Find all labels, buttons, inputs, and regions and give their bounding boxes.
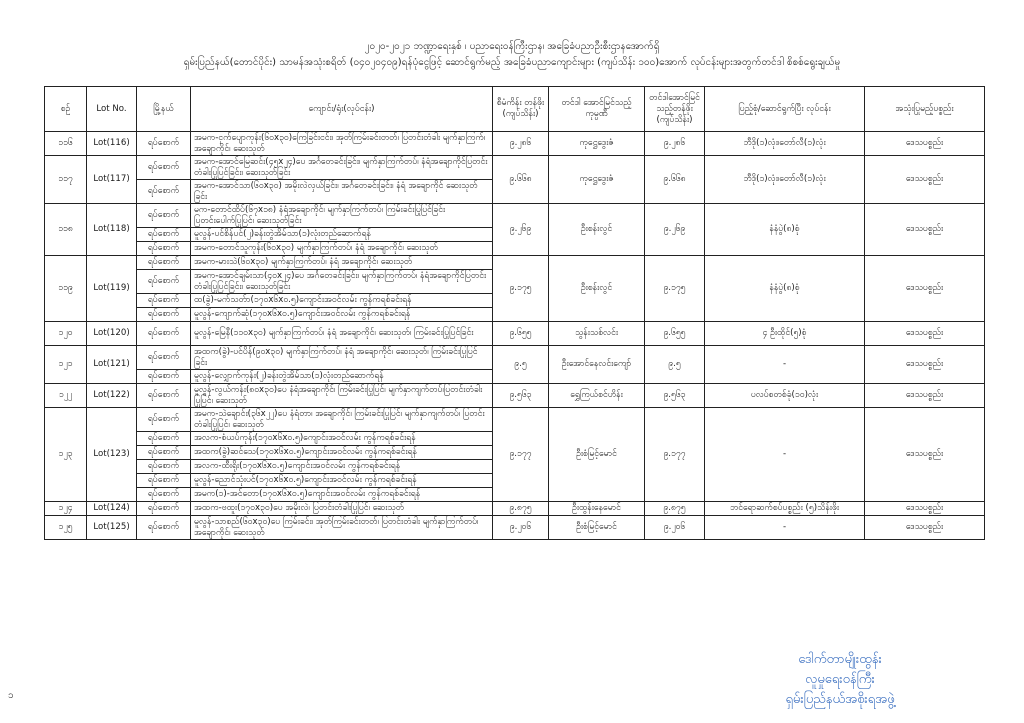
col-header-materials: အသုံးပြုမည့်ပစ္စည်း: [865, 87, 985, 132]
table-row: [45, 408, 985, 432]
signature-title: လူမှုရေးဝန်ကြီး: [805, 672, 875, 687]
completed-work: ဘင်ရောဆက်စပ်ပစ္စည်း (၅)သိန်းဖိုး: [705, 502, 865, 516]
estimate-value: ၉.၂၆၉: [493, 204, 549, 256]
completed-work: ဘီဒို(၁)လုံး၊တော်လီ(၁)လုံး: [705, 132, 865, 156]
township-cell: ရပ်စောက်: [137, 370, 191, 384]
row-number: ၁၁၈: [45, 204, 87, 256]
completed-work: ဘီဒို(၁)လုံး၊တော်လီ(၁)လုံး: [705, 156, 865, 204]
winning-company: သွန်းသစ်လင်း: [549, 322, 645, 346]
estimate-value: ၉.၆၅၅: [493, 322, 549, 346]
row-number: ၁၂၄: [45, 502, 87, 516]
work-description: အမက-တောင်သူကုန်း(၆၀x၃၀) မျက်နှာကြက်တပ်၊ နံရံ အချောကိုင်၊ ဆေးသုတ်: [191, 242, 493, 256]
estimate-value: ၉.၅: [493, 346, 549, 384]
township-cell: ရပ်စောက်: [137, 474, 191, 488]
estimate-value: ၉.၅၆၃: [493, 384, 549, 408]
materials-cell: ဒေသပစ္စည်း: [865, 204, 985, 256]
lot-number: Lot(124): [87, 502, 137, 516]
winning-company: ဦးစံမြင့်မောင်: [549, 516, 645, 540]
row-number: ၁၁၆: [45, 132, 87, 156]
winning-value: ၉.၂၀၆: [645, 516, 705, 540]
document-header: [0, 40, 1024, 70]
work-description: အထက(ခွဲ)-ပင်ပိန်(၉၀x၃၀) မျက်နှာကြက်တပ်၊ နံရံ အချောကိုင်၊ ဆေးသုတ်၊ ကြမ်းခင်းပြုပြင်ခြင်း: [191, 346, 493, 370]
winning-company: ဦးစံမြင့်မောင်: [549, 408, 645, 502]
table-row: [45, 346, 985, 370]
lot-number: Lot(116): [87, 132, 137, 156]
col-header-winner: တင်ဒါ အောင်မြင်သည့်ကုမ္ပဏီ: [549, 87, 645, 132]
completed-work: -: [705, 516, 865, 540]
township-cell: ရပ်စောက်: [137, 294, 191, 308]
materials-cell: ဒေသပစ္စည်း: [865, 408, 985, 502]
header-line-1: ၂၀၂၀-၂၀၂၁ ဘဏ္ဍာရေးနှစ် ၊ ပညာရေးဝန်ကြီးဌာန၊ အခြေခံပညာဦးစီးဌာနအောက်ရှိ: [364, 41, 660, 52]
row-number: ၁၂၃: [45, 408, 87, 502]
work-description: မူလွန်-လျှောက်ကုန်း(၂)ခန်းတွဲအိမ်သာ(၁)လုံးတည်ဆောက်ရန်: [191, 370, 493, 384]
township-cell: ရပ်စောက်: [137, 256, 191, 270]
winning-value: ၉.၆၅၅: [645, 322, 705, 346]
winning-company: ရွှေကြယ်စင်ဟိန်း: [549, 384, 645, 408]
materials-cell: ဒေသပစ္စည်း: [865, 132, 985, 156]
row-number: ၁၁၉: [45, 256, 87, 322]
township-cell: ရပ်စောက်: [137, 242, 191, 256]
completed-work: -: [705, 346, 865, 384]
township-cell: ရပ်စောက်: [137, 408, 191, 432]
winning-company: ဦးအောင်နေလင်းကျော်: [549, 346, 645, 384]
lot-number: Lot(122): [87, 384, 137, 408]
winning-company: ဦးစန်းလွင်: [549, 256, 645, 322]
col-header-township: မြို့နယ်: [137, 87, 191, 132]
estimate-value: ၉.၁၇၅: [493, 256, 549, 322]
winning-value: ၉.၅၆၃: [645, 384, 705, 408]
estimate-value: ၉.၈၇၅: [493, 502, 549, 516]
work-description: မူလွန်-ကျောက်ဆုံ(၁၇၀x၆x၀.၅)ကျောင်းအဝင်လမ်း ကွန်ကရစ်ခင်းရန်: [191, 308, 493, 322]
township-cell: ရပ်စောက်: [137, 446, 191, 460]
township-cell: ရပ်စောက်: [137, 516, 191, 540]
township-cell: ရပ်စောက်: [137, 346, 191, 370]
winning-value: ၉.၆၆၈: [645, 156, 705, 204]
page-number: ၁: [8, 690, 14, 701]
completed-work: နံနံပွဲ(၈)စုံ: [705, 204, 865, 256]
lot-number: Lot(125): [87, 516, 137, 540]
col-header-completed-work: ပြည့်စုံ/ဆောင်ရွက်ပြီး လုပ်ငန်း: [705, 87, 865, 132]
township-cell: ရပ်စောက်: [137, 156, 191, 180]
header-line-2: ရှမ်းပြည်နယ်(တောင်ပိုင်း) သာမန်အသုံးစရိတ် (၀၄၀၂၀၄၀၉)ရန်ပုံငွေဖြင့် ဆောင်ရွက်မည့် အခြေခံပညာကျောင်းများ (ကျပ်သိန်း ၁၀၀)အောက် လုပ်ငန်းများအတွက်တင်ဒါ စိစစ်ရွေးချယ်မှု: [183, 57, 841, 68]
township-cell: ရပ်စောက်: [137, 132, 191, 156]
lot-number: Lot(119): [87, 256, 137, 322]
township-cell: ရပ်စောက်: [137, 180, 191, 204]
township-cell: ရပ်စောက်: [137, 502, 191, 516]
materials-cell: ဒေသပစ္စည်း: [865, 502, 985, 516]
materials-cell: ဒေသပစ္စည်း: [865, 516, 985, 540]
completed-work: နံနံပွဲ(၈)စုံ: [705, 256, 865, 322]
completed-work: ၄ ဦးထိုင်(၅)စုံ: [705, 322, 865, 346]
col-header-estimate: စီမံကိန်း တန်ဖိုး (ကျပ်သိန်း): [493, 87, 549, 132]
lot-number: Lot(118): [87, 204, 137, 256]
row-number: ၁၂၅: [45, 516, 87, 540]
township-cell: ရပ်စောက်: [137, 488, 191, 502]
signature-name: ဒေါက်တာမျိုးထွန်း: [798, 652, 882, 667]
work-description: အထက-ဗထူး(၁၇၀x၃၀)ပေ အမိုးလဲ၊ ပြတင်းတံခါးပြုပြင်၊ ဆေးသုတ်: [191, 502, 493, 516]
work-description: အမက-သဲချောင်း(၃၆x၂၂)ပေ နံရံတာ၊ အချောကိုင်၊ ကြမ်းခင်းပြုပြင်၊ မျက်နှာကျက်တပ်၊ ပြတင်းတံခါးပြုပြင်၊ ဆေးသုတ်: [191, 408, 493, 432]
township-cell: ရပ်စောက်: [137, 384, 191, 408]
materials-cell: ဒေသပစ္စည်း: [865, 156, 985, 204]
winning-value: ၉.၈၇၅: [645, 502, 705, 516]
lot-number: Lot(117): [87, 156, 137, 204]
materials-cell: ဒေသပစ္စည်း: [865, 322, 985, 346]
winning-company: ကုဋ္ဌေဒွေးဇံ: [549, 156, 645, 204]
work-description: မူလွန်-မြေနီ(၁၁၀x၃၀) မျက်နှာကြက်တပ်၊ နံရံ အချောကိုင်၊ ဆေးသုတ်၊ ကြမ်းခင်းပြုပြင်ခြင်း: [191, 322, 493, 346]
materials-cell: ဒေသပစ္စည်း: [865, 346, 985, 384]
estimate-value: ၉.၆၆၈: [493, 156, 549, 204]
table-row: [45, 156, 985, 180]
row-number: ၁၂၀: [45, 322, 87, 346]
row-number: ၁၂၁: [45, 346, 87, 384]
work-description: အထက(ခွဲ)ဆင်သေ(၁၇၀x၆x၀.၅)ကျောင်းအဝင်လမ်း ကွန်ကရစ်ခင်းရန်: [191, 446, 493, 460]
work-description: အလက-စံယပ်ကုန်း(၁၇၀x၆x၀.၅)ကျောင်းအဝင်လမ်း ကွန်ကရစ်ခင်းရန်: [191, 432, 493, 446]
work-description: အမက-အောင်ချမ်းသာ(၄၀x၂၄)ပေ အင်္ဂတေခင်းခြင်း၊ မျက်နှာကြက်တပ်၊ နံရံအချောကိုင်ပြတင်းတံခါးပြုပြင်ခြင်း၊ ဆေးသုတ်ခြင်း: [191, 270, 493, 294]
township-cell: ရပ်စောက်: [137, 308, 191, 322]
township-cell: ရပ်စောက်: [137, 432, 191, 446]
col-header-lot: Lot No.: [87, 87, 137, 132]
township-cell: ရပ်စောက်: [137, 322, 191, 346]
signature-block: [730, 650, 950, 710]
table-row: [45, 132, 985, 156]
township-cell: ရပ်စောက်: [137, 228, 191, 242]
col-header-school: ကျောင်း/ရုံး(လုပ်ငန်း): [191, 87, 493, 132]
work-description: အမက-ငှက်ပျောကုန်း(၆၀x၃၀)ကြေခြင်းငင်း၊ အုတ်ကြမ်းခင်းတတ်၊ ပြတင်းတံခါး မျက်နှာကြက်၊ အချောကိုင်၊ ဆေးသုတ်: [191, 132, 493, 156]
work-description: အမက-မားသဲ(၆၀x၃၀) မျက်နှာကြက်တပ်၊ နံရံ အချောကိုင်၊ ဆေးသုတ်: [191, 256, 493, 270]
work-description: ထ(ခွဲ)-မက်သတ်ာ(၁၇၀x၆x၀.၅)ကျောင်းအဝင်လမ်း ကွန်ကရစ်ခင်းရန်: [191, 294, 493, 308]
winning-value: ၉.၂၈၆: [645, 132, 705, 156]
work-description: အမက-အောင်သာ(၆၀x၃၀) အမိုးလဲလှယ်ခြင်း၊ အင်္ဂတေခင်းခြင်း၊ နံရံ အချောကိုင် ဆေးသုတ်ခြင်း: [191, 180, 493, 204]
township-cell: ရပ်စောက်: [137, 460, 191, 474]
table-row: [45, 502, 985, 516]
winning-value: ၉.၁၇၅: [645, 256, 705, 322]
lot-number: Lot(123): [87, 408, 137, 502]
col-header-no: စဉ်: [45, 87, 87, 132]
completed-work: -: [705, 408, 865, 502]
tender-table: [44, 86, 985, 540]
table-row: [45, 204, 985, 228]
table-row: [45, 384, 985, 408]
work-description: အလက-ထီးရိုး(၁၇၀x၆x၀.၅)ကျောင်းအဝင်လမ်း ကွန်ကရစ်ခင်းရန်: [191, 460, 493, 474]
work-description: မက-တောင်ထိပ်(၆၇x၁၈) နံရံအချောကိုင်၊ မျက်နှာကြက်တပ်၊ ကြမ်းခင်းပြုပြင်ခြင်း ပြတင်းပေါက်ပြုပြင်၊ ဆေးသုတ်ခြင်း: [191, 204, 493, 228]
township-cell: ရပ်စောက်: [137, 204, 191, 228]
row-number: ၁၂၂: [45, 384, 87, 408]
work-description: မူလွန်-ညောင်သုံးပင်(၁၇၀x၆x၀.၅)ကျောင်းအဝင်လမ်း ကွန်ကရစ်ခင်းရန်: [191, 474, 493, 488]
township-cell: ရပ်စောက်: [137, 270, 191, 294]
materials-cell: ဒေသပစ္စည်း: [865, 256, 985, 322]
table-header-row: [45, 87, 985, 132]
table-body: [45, 132, 985, 540]
work-description: အမက(၁)-အင်တော(၁၇၀x၆x၀.၅)ကျောင်းအဝင်လမ်း ကွန်ကရစ်ခင်းရန်: [191, 488, 493, 502]
estimate-value: ၉.၁၇၇: [493, 408, 549, 502]
lot-number: Lot(121): [87, 346, 137, 384]
work-description: မူလွန်-သာစည်(၆၀x၃၀)ပေ ကြမ်းခင်း၊ အုတ်ကြမ်းခင်းတတ်၊ ပြတင်းတံခါး မျက်နှာကြက်တပ်၊ အချောကိုင်၊ ဆေးသုတ်: [191, 516, 493, 540]
winning-value: ၉.၂၆၉: [645, 204, 705, 256]
work-description: မူလွန်-လွယ်ကန်း(၈၀x၃၀)ပေ နံရံအချောကိုင်၊ ကြမ်းခင်းပြုပြင်၊ မျက်နှာကျက်တပ်၊ပြတင်းတံခါးပြုပြင်၊ ဆေးသုတ်: [191, 384, 493, 408]
table-row: [45, 322, 985, 346]
work-description: မူလွန်-ပင်စိန်ပင်(၂)ခန်းတွဲအိမ်သာ(၁)လုံးတည်ဆောက်ရန်: [191, 228, 493, 242]
estimate-value: ၉.၂၈၆: [493, 132, 549, 156]
estimate-value: ၉.၂၀၆: [493, 516, 549, 540]
winning-value: ၉.၁၇၇: [645, 408, 705, 502]
completed-work: ပလပ်စတစ်ခုံ(၁၀)လုံး: [705, 384, 865, 408]
materials-cell: ဒေသပစ္စည်း: [865, 384, 985, 408]
table-row: [45, 256, 985, 270]
table-row: [45, 516, 985, 540]
row-number: ၁၁၇: [45, 156, 87, 204]
work-description: အမက-အောင်မြေဆင်း(၄၅x၂၄)ပေ အင်္ဂတေခင်းခြင်း၊ မျက်နှာကြက်တပ်၊ နံရံအချောကိုင်ပြတင်းတံခါးပြုပြင်ခြင်း၊ ဆေးသုတ်ခြင်း: [191, 156, 493, 180]
winning-company: ကုဋ္ဌေဒွေးဇံ: [549, 132, 645, 156]
signature-org: ရှမ်းပြည်နယ်အစိုးရအဖွဲ့: [785, 692, 895, 707]
winning-value: ၉.၅: [645, 346, 705, 384]
col-header-winning-value: တင်ဒါအောင်မြင် သည့်တန်ဖိုး (ကျပ်သိန်း): [645, 87, 705, 132]
winning-company: ဦးထွန်းနေမောင်: [549, 502, 645, 516]
lot-number: Lot(120): [87, 322, 137, 346]
winning-company: ဦးစန်းလွင်: [549, 204, 645, 256]
